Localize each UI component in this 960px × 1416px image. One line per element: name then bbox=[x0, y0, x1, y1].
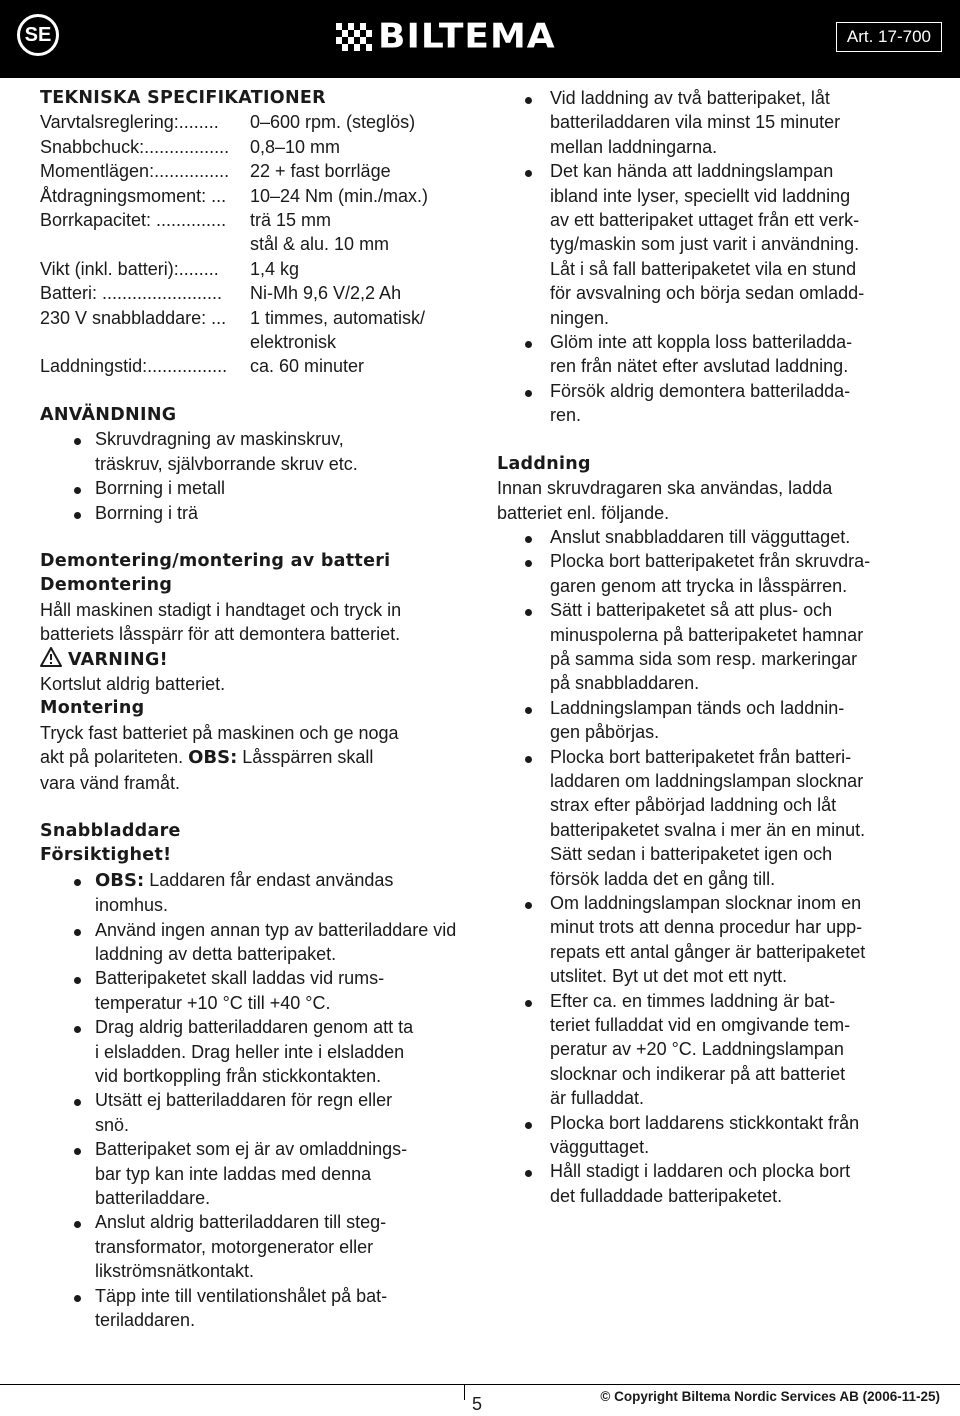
usage-item-line: Borrning i metall bbox=[40, 476, 480, 500]
charger-item-line: i elsladden. Drag heller inte i elsladden bbox=[95, 1041, 405, 1062]
charger-item-line: vid bortkoppling från stickkontakten. bbox=[95, 1066, 382, 1087]
language-badge: SE bbox=[17, 14, 59, 56]
charging-step-line: minut trots att denna procedur har upp- bbox=[550, 917, 863, 938]
spec-value: 0–600 rpm. (steglös) bbox=[250, 112, 416, 133]
spec-row bbox=[40, 159, 480, 183]
spec-row bbox=[40, 184, 480, 208]
note-item-line: Glöm inte att koppla loss batteriladda- bbox=[497, 330, 937, 354]
spec-row bbox=[40, 232, 480, 256]
charger-list bbox=[40, 868, 480, 1333]
spec-value: 1,4 kg bbox=[250, 258, 300, 279]
charger-item-line: bar typ kan inte laddas med denna bbox=[95, 1163, 372, 1184]
spec-value: 22 + fast borrläge bbox=[250, 161, 391, 182]
charging-step-line: Plocka bort batteripaketet från batteri- bbox=[497, 745, 937, 769]
note-item-line: Vid laddning av två batteripaket, låt bbox=[497, 86, 937, 110]
spec-key bbox=[40, 330, 250, 354]
spec-key bbox=[40, 232, 250, 256]
charging-step-line: garen genom att trycka in låsspärren. bbox=[550, 575, 848, 596]
spec-value: 10–24 Nm (min./max.) bbox=[250, 185, 429, 206]
spec-value: Ni-Mh 9,6 V/2,2 Ah bbox=[250, 283, 402, 304]
spec-row bbox=[40, 281, 480, 305]
spec-key: Momentlägen:............... bbox=[40, 161, 230, 182]
usage-item-line: Borrning i trä bbox=[40, 501, 480, 525]
note-item-line: tyg/maskin som just varit i användning. bbox=[550, 234, 860, 255]
charger-item-line: teriladdaren. bbox=[95, 1310, 196, 1331]
charger-item-line: temperatur +10 °C till +40 °C. bbox=[95, 992, 331, 1013]
charging-step-line: Efter ca. en timmes laddning är bat- bbox=[497, 989, 937, 1013]
right-column bbox=[497, 86, 937, 1208]
note-item-line: för avsvalning och börja sedan omladd- bbox=[550, 283, 865, 304]
charging-step-line: på samma sida som resp. markeringar bbox=[550, 648, 858, 669]
left-column bbox=[40, 86, 480, 1333]
charging-intro-2: batteriet enl. följande. bbox=[497, 502, 670, 523]
footer-rule bbox=[0, 1384, 960, 1385]
charger-item-line: likströmsnätkontakt. bbox=[95, 1261, 255, 1282]
charging-step-line: Sätt sedan i batteripaketet igen och bbox=[550, 844, 833, 865]
charger-item-line: Drag aldrig batteriladdaren genom att ta bbox=[40, 1015, 480, 1039]
note-item-line: av ett batteripaket uttaget från ett verk- bbox=[550, 210, 860, 231]
charger-obs-label: OBS: bbox=[95, 869, 145, 891]
charger-item-line: Använd ingen annan typ av batteriladdare vid laddning av detta batteripaket. bbox=[40, 918, 480, 967]
warning-label: VARNING! bbox=[68, 649, 168, 670]
note-item-line: mellan laddningarna. bbox=[550, 136, 718, 157]
page-tick bbox=[464, 1384, 465, 1400]
spec-row bbox=[40, 306, 480, 330]
spec-key: Vikt (inkl. batteri):........ bbox=[40, 258, 219, 279]
spec-value: ca. 60 minuter bbox=[250, 356, 365, 377]
charging-step-line: Plocka bort batteripaketet från skruvdra- bbox=[497, 549, 937, 573]
charging-notes-list bbox=[497, 86, 937, 428]
note-item-line: ren. bbox=[550, 405, 582, 426]
charger-item-line: Batteripaketet skall laddas vid rums- bbox=[40, 966, 480, 990]
warning-triangle-icon bbox=[40, 647, 62, 667]
spec-key: Snabbchuck:................. bbox=[40, 136, 230, 157]
page-number: 5 bbox=[472, 1394, 483, 1414]
charger-item-text: Laddaren får endast användas bbox=[149, 869, 394, 890]
spec-row bbox=[40, 257, 480, 281]
charging-step-line: Laddningslampan tänds och laddnin- bbox=[497, 696, 937, 720]
charger-item-line: Batteripaket som ej är av omladdnings- bbox=[40, 1137, 480, 1161]
usage-item-line: träskruv, självborrande skruv etc. bbox=[95, 453, 358, 474]
charging-step-line: Sätt i batteripaketet så att plus- och bbox=[497, 598, 937, 622]
charger-subtitle: Försiktighet! bbox=[40, 845, 172, 866]
spec-key: Borrkapacitet: .............. bbox=[40, 210, 227, 231]
spec-value: trä 15 mm bbox=[250, 210, 332, 231]
montering-text-2 bbox=[40, 745, 480, 770]
charging-step-line: teriet fulladdat vid en omgivande tem- bbox=[550, 1015, 851, 1036]
charging-step-line: laddaren om laddningslampan slocknar bbox=[550, 770, 864, 791]
spec-value: stål & alu. 10 mm bbox=[250, 234, 390, 255]
spec-row bbox=[40, 135, 480, 159]
charger-item-line: snö. bbox=[95, 1114, 130, 1135]
header-bar bbox=[0, 0, 960, 78]
charger-item-line: transformator, motorgenerator eller bbox=[95, 1236, 374, 1257]
charging-steps-list bbox=[497, 525, 937, 1208]
note-item-line: Det kan hända att laddningslampan bbox=[497, 159, 937, 183]
usage-title: ANVÄNDNING bbox=[40, 404, 177, 425]
charger-item-line: inomhus. bbox=[95, 895, 169, 916]
specs-title: TEKNISKA SPECIFIKATIONER bbox=[40, 88, 326, 108]
charging-step-line: det fulladdade batteripaketet. bbox=[550, 1185, 783, 1206]
note-item-line: Försök aldrig demontera batteriladda- bbox=[497, 379, 937, 403]
charging-step-line: utslitet. Byt ut det mot ett nytt. bbox=[550, 966, 788, 987]
demontering-text-1: Håll maskinen stadigt i handtaget och tryck in bbox=[40, 599, 402, 620]
charging-step-line: gen påbörjas. bbox=[550, 722, 660, 743]
charger-item-line bbox=[40, 868, 480, 893]
charging-step-line: minuspolerna på batteripaketet hamnar bbox=[550, 624, 864, 645]
charging-step-line: Håll stadigt i laddaren och plocka bort bbox=[497, 1159, 937, 1183]
charger-item-line: batteriladdare. bbox=[95, 1188, 211, 1209]
charging-step-line: är fulladdat. bbox=[550, 1088, 645, 1109]
battery-section-title: Demontering/montering av batteri bbox=[40, 550, 391, 571]
montering-text-3: vara vänd framåt. bbox=[40, 772, 181, 793]
charging-step-line: vägguttaget. bbox=[550, 1137, 650, 1158]
article-number: Art. 17-700 bbox=[836, 22, 942, 52]
montering-text-2b: Låsspärren skall bbox=[237, 747, 374, 768]
demontering-title: Demontering bbox=[40, 575, 173, 596]
spec-key: Varvtalsreglering:........ bbox=[40, 112, 219, 133]
brand-name: BILTEMA bbox=[378, 17, 556, 56]
spec-value: 1 timmes, automatisk/ bbox=[250, 307, 426, 328]
warning-text: Kortslut aldrig batteriet. bbox=[40, 673, 226, 694]
montering-title: Montering bbox=[40, 698, 145, 719]
warning-heading bbox=[40, 647, 480, 672]
montering-text-2a: akt på polariteten. bbox=[40, 747, 189, 768]
charging-title: Laddning bbox=[497, 453, 591, 474]
note-item-line: Låt i så fall batteripaketet vila en stund bbox=[550, 258, 857, 279]
note-item-line: ren från nätet efter avslutad laddning. bbox=[550, 356, 849, 377]
note-item-line: ibland inte lyser, speciellt vid laddning bbox=[550, 185, 851, 206]
obs-label: OBS: bbox=[188, 747, 238, 769]
usage-item-line: Skruvdragning av maskinskruv, bbox=[40, 427, 480, 451]
charging-step-line: slocknar och indikerar på att batteriet bbox=[550, 1063, 846, 1084]
checkered-flag-icon bbox=[336, 23, 372, 51]
spec-key: 230 V snabbladdare: ... bbox=[40, 307, 227, 328]
spec-value: elektronisk bbox=[250, 332, 337, 353]
spec-value: 0,8–10 mm bbox=[250, 136, 341, 157]
spec-key: Åtdragningsmoment: ... bbox=[40, 185, 227, 206]
charging-step-line: på snabbladdaren. bbox=[550, 673, 700, 694]
charger-title: Snabbladdare bbox=[40, 820, 181, 841]
charging-step-line: peratur av +20 °C. Laddningslampan bbox=[550, 1039, 844, 1060]
charging-step-line: repats ett antal gånger är batteripaketet bbox=[550, 941, 866, 962]
spec-key: Batteri: ........................ bbox=[40, 283, 223, 304]
note-item-line: batteriladdaren vila minst 15 minuter bbox=[550, 112, 841, 133]
montering-text-1: Tryck fast batteriet på maskinen och ge noga bbox=[40, 722, 399, 743]
usage-list bbox=[40, 427, 480, 525]
charger-item-line: Täpp inte till ventilationshålet på bat- bbox=[40, 1284, 480, 1308]
spec-key: Laddningstid:................ bbox=[40, 356, 228, 377]
charging-step-line: Anslut snabbladdaren till vägguttaget. bbox=[497, 525, 937, 549]
note-item-line: ningen. bbox=[550, 307, 610, 328]
spec-row bbox=[40, 330, 480, 354]
spec-row bbox=[40, 354, 480, 378]
charger-item-line: Anslut aldrig batteriladdaren till steg- bbox=[40, 1210, 480, 1234]
charger-item-line: Utsätt ej batteriladdaren för regn eller bbox=[40, 1088, 480, 1112]
charging-intro-1: Innan skruvdragaren ska användas, ladda bbox=[497, 478, 833, 499]
spec-row bbox=[40, 208, 480, 232]
charging-step-line: Om laddningslampan slocknar inom en bbox=[497, 891, 937, 915]
charging-step-line: strax efter påbörjad laddning och låt bbox=[550, 795, 837, 816]
charging-step-line: batteripaketet svalna i mer än en minut. bbox=[550, 819, 866, 840]
spec-list bbox=[40, 110, 480, 378]
brand-logo bbox=[336, 17, 556, 56]
demontering-text-2: batteriets låsspärr för att demontera batteriet. bbox=[40, 624, 401, 645]
charging-step-line: Plocka bort laddarens stickkontakt från bbox=[497, 1111, 937, 1135]
spec-row bbox=[40, 110, 480, 134]
copyright: © Copyright Biltema Nordic Services AB (2006-11-25) bbox=[600, 1389, 940, 1404]
charging-step-line: försök ladda det en gång till. bbox=[550, 868, 776, 889]
